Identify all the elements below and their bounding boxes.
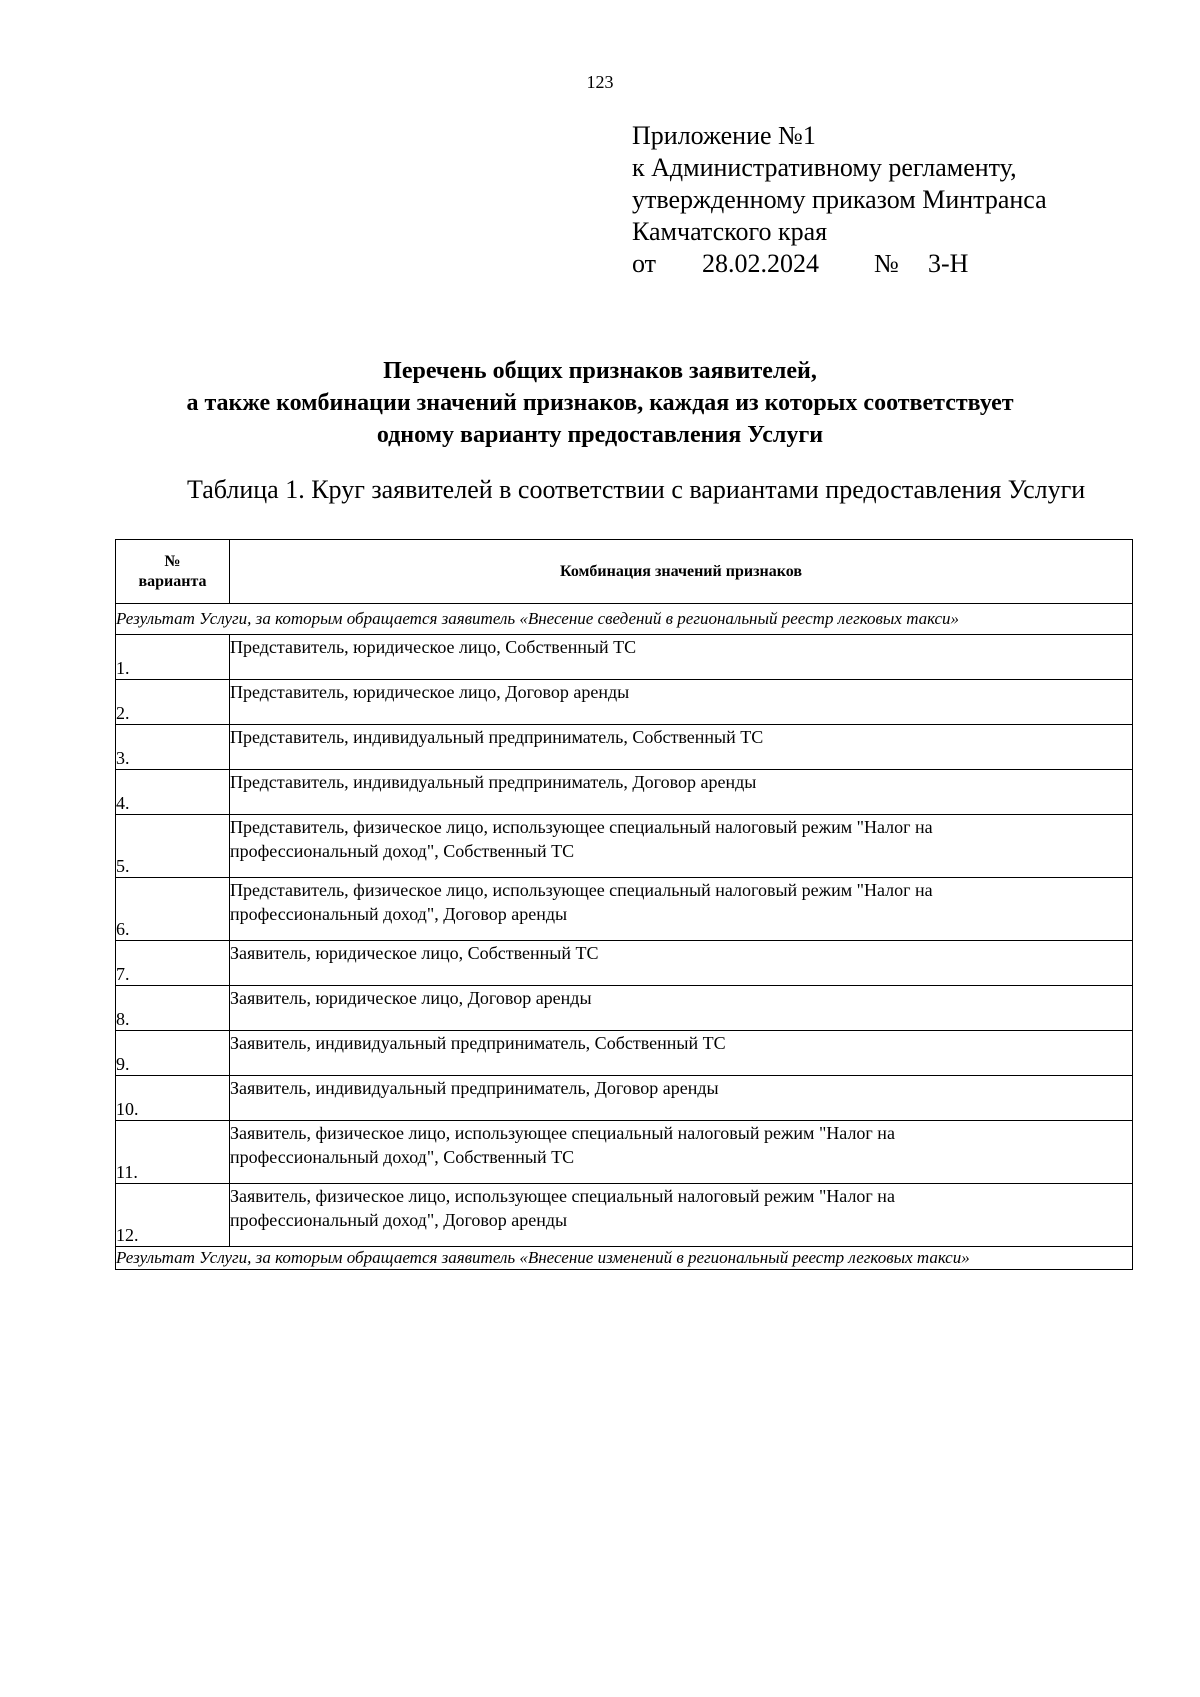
header-num-sign: № bbox=[164, 552, 181, 570]
variant-combination: Заявитель, индивидуальный предприниматель, Договор аренды bbox=[230, 1076, 1133, 1121]
document-title bbox=[100, 355, 1100, 451]
variant-number: 6. bbox=[116, 878, 230, 941]
header-num-label: варианта bbox=[138, 572, 207, 590]
result-heading-2: Результат Услуги, за которым обращается заявитель «Внесение изменений в региональный реестр легковых такси» bbox=[116, 1247, 1133, 1270]
combination-line-1: Заявитель, физическое лицо, использующее специальный налоговый режим "Налог на bbox=[230, 1186, 895, 1206]
title-line-1: Перечень общих признаков заявителей, bbox=[383, 358, 817, 384]
result-row-2 bbox=[116, 1247, 1133, 1270]
variant-number: 1. bbox=[116, 635, 230, 680]
variant-number: 8. bbox=[116, 986, 230, 1031]
table-header-row bbox=[116, 540, 1133, 604]
variant-number: 12. bbox=[116, 1184, 230, 1247]
variant-combination: Представитель, юридическое лицо, Собственный ТС bbox=[230, 635, 1133, 680]
combination-line-2: профессиональный доход", Собственный ТС bbox=[230, 841, 575, 861]
variant-number: 9. bbox=[116, 1031, 230, 1076]
variant-combination bbox=[230, 1121, 1133, 1184]
header-variant-number bbox=[116, 540, 230, 604]
combination-line-2: профессиональный доход", Собственный ТС bbox=[230, 1147, 575, 1167]
date-prefix: от bbox=[632, 249, 657, 278]
combination-line-2: профессиональный доход", Договор аренды bbox=[230, 904, 568, 924]
variant-combination: Представитель, юридическое лицо, Договор аренды bbox=[230, 680, 1133, 725]
title-line-3: одному варианту предоставления Услуги bbox=[376, 422, 824, 448]
variant-combination: Представитель, индивидуальный предприниматель, Договор аренды bbox=[230, 770, 1133, 815]
page-number: 123 bbox=[586, 72, 614, 92]
appendix-date-line bbox=[632, 248, 1047, 280]
title-line-2: а также комбинации значений признаков, каждая из которых соответствует bbox=[186, 390, 1014, 416]
table-caption: Таблица 1. Круг заявителей в соответствии с вариантами предоставления Услуги bbox=[187, 475, 1086, 504]
variant-number: 3. bbox=[116, 725, 230, 770]
appendix-region: Камчатского края bbox=[632, 217, 828, 246]
appendix-order: утвержденному приказом Минтранса bbox=[632, 185, 1047, 214]
variant-combination: Заявитель, юридическое лицо, Договор аренды bbox=[230, 986, 1133, 1031]
variant-number: 4. bbox=[116, 770, 230, 815]
number-sign: № bbox=[874, 249, 899, 278]
appendix-regulation: к Административному регламенту, bbox=[632, 153, 1017, 182]
table-row bbox=[116, 941, 1133, 986]
variant-combination bbox=[230, 1184, 1133, 1247]
table-row bbox=[116, 878, 1133, 941]
combination-line-2: профессиональный доход", Договор аренды bbox=[230, 1210, 568, 1230]
table-row bbox=[116, 1076, 1133, 1121]
combination-line-1: Представитель, физическое лицо, использующее специальный налоговый режим "Налог на bbox=[230, 817, 933, 837]
combination-line-1: Заявитель, физическое лицо, использующее специальный налоговый режим "Налог на bbox=[230, 1123, 895, 1143]
table-row bbox=[116, 986, 1133, 1031]
variant-combination bbox=[230, 815, 1133, 878]
result-heading-1: Результат Услуги, за которым обращается заявитель «Внесение сведений в региональный реестр легковых такси» bbox=[116, 604, 1133, 635]
variants-table bbox=[115, 539, 1133, 1270]
order-number: 3-Н bbox=[928, 249, 969, 278]
table-row bbox=[116, 680, 1133, 725]
table-row bbox=[116, 1121, 1133, 1184]
variant-combination: Заявитель, юридическое лицо, Собственный ТС bbox=[230, 941, 1133, 986]
variant-combination: Представитель, индивидуальный предприниматель, Собственный ТС bbox=[230, 725, 1133, 770]
table-row bbox=[116, 770, 1133, 815]
variant-number: 7. bbox=[116, 941, 230, 986]
header-combination: Комбинация значений признаков bbox=[230, 540, 1133, 604]
table-row bbox=[116, 815, 1133, 878]
appendix-title: Приложение №1 bbox=[632, 121, 816, 150]
table-row bbox=[116, 635, 1133, 680]
table-row bbox=[116, 725, 1133, 770]
variant-number: 10. bbox=[116, 1076, 230, 1121]
variant-combination: Заявитель, индивидуальный предприниматель, Собственный ТС bbox=[230, 1031, 1133, 1076]
variant-number: 2. bbox=[116, 680, 230, 725]
variant-combination bbox=[230, 878, 1133, 941]
variant-number: 11. bbox=[116, 1121, 230, 1184]
order-date: 28.02.2024 bbox=[702, 249, 819, 278]
appendix-block bbox=[632, 120, 1047, 280]
combination-line-1: Представитель, физическое лицо, использующее специальный налоговый режим "Налог на bbox=[230, 880, 933, 900]
variant-number: 5. bbox=[116, 815, 230, 878]
table-row bbox=[116, 1031, 1133, 1076]
table-row bbox=[116, 1184, 1133, 1247]
result-row-1 bbox=[116, 604, 1133, 635]
